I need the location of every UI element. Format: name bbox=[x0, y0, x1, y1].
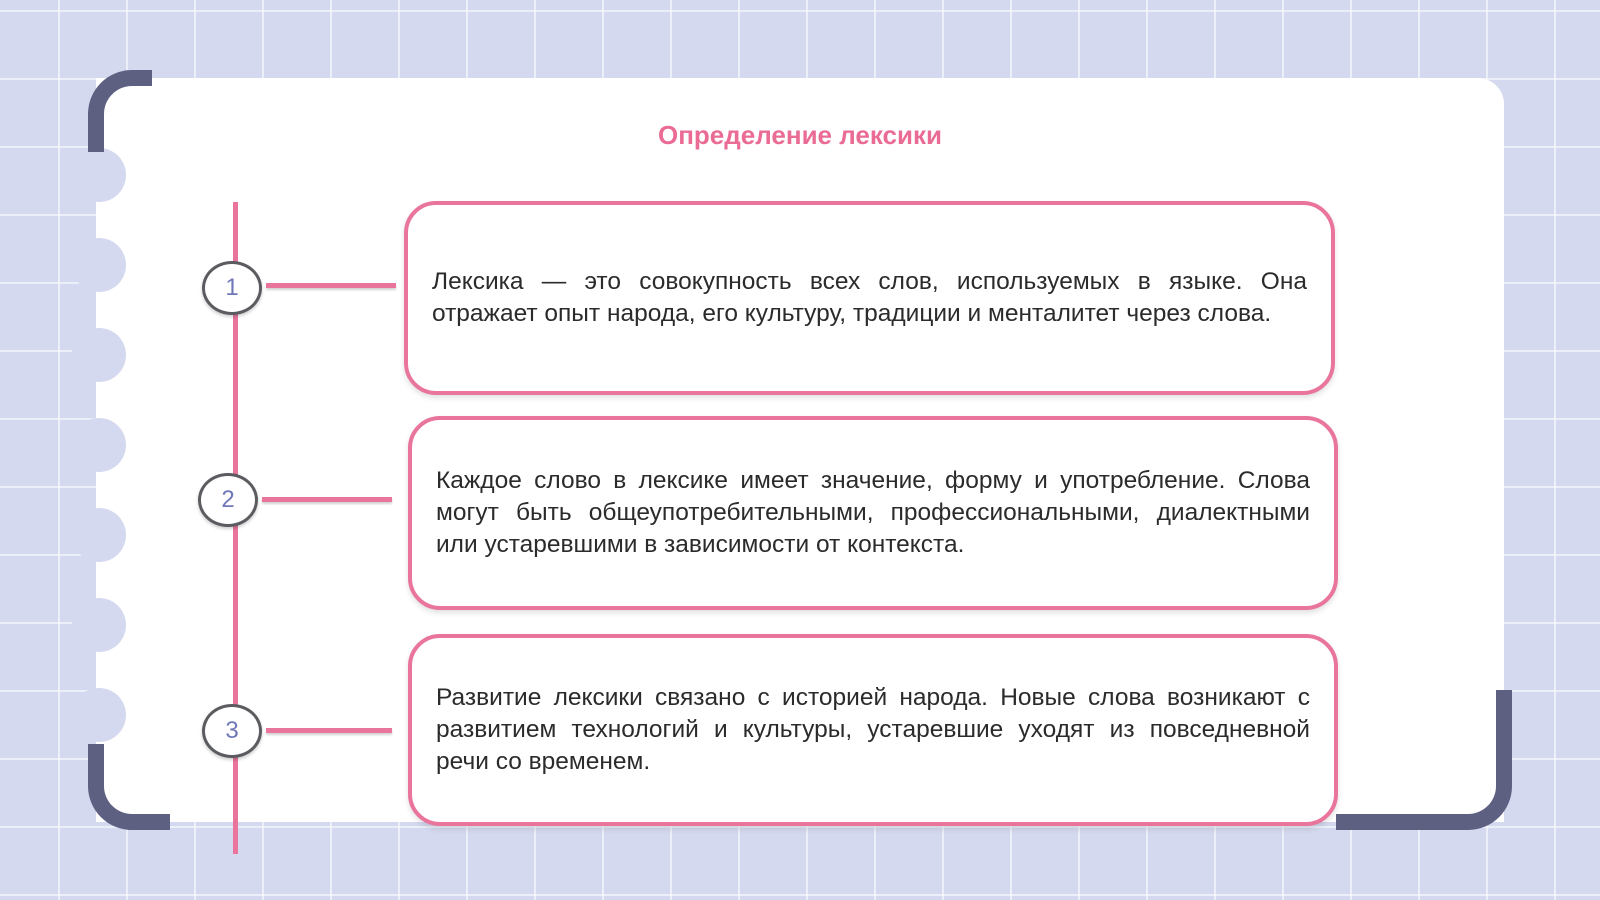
step-number-3: 3 bbox=[202, 704, 262, 758]
frame-corner-bottom-right bbox=[1336, 690, 1512, 830]
timeline-connector bbox=[266, 728, 392, 733]
step-number-1: 1 bbox=[202, 261, 262, 315]
frame-corner-bottom-left bbox=[88, 744, 170, 830]
step-text-3: Развитие лексики связано с историей народа. Новые слова возникают с развитием технологий и культуры, устаревшие уходят из повседневной речи со временем. bbox=[436, 684, 1310, 775]
paper-scallop bbox=[72, 598, 126, 652]
timeline-connector bbox=[266, 283, 396, 288]
paper-scallop bbox=[72, 688, 126, 742]
timeline-connector bbox=[262, 497, 392, 502]
step-text-2: Каждое слово в лексике имеет значение, форму и употребление. Слова могут быть общеупотребительными, профессиональными, диалектными или устаревшими в зависимости от контекста. bbox=[436, 467, 1310, 558]
step-number-2: 2 bbox=[198, 473, 258, 527]
paper-scallop bbox=[72, 148, 126, 202]
paper-scallop bbox=[72, 328, 126, 382]
slide-title: Определение лексики bbox=[658, 120, 942, 150]
step-card-1 bbox=[404, 201, 1335, 395]
paper-scallop bbox=[72, 238, 126, 292]
step-text-1: Лексика — это совокупность всех слов, используемых в языке. Она отражает опыт народа, его культуру, традиции и менталитет через слова. bbox=[432, 268, 1307, 327]
step-card-2 bbox=[408, 416, 1338, 610]
step-card-3 bbox=[408, 634, 1338, 826]
paper-scallop bbox=[72, 418, 126, 472]
paper-scallop bbox=[72, 508, 126, 562]
